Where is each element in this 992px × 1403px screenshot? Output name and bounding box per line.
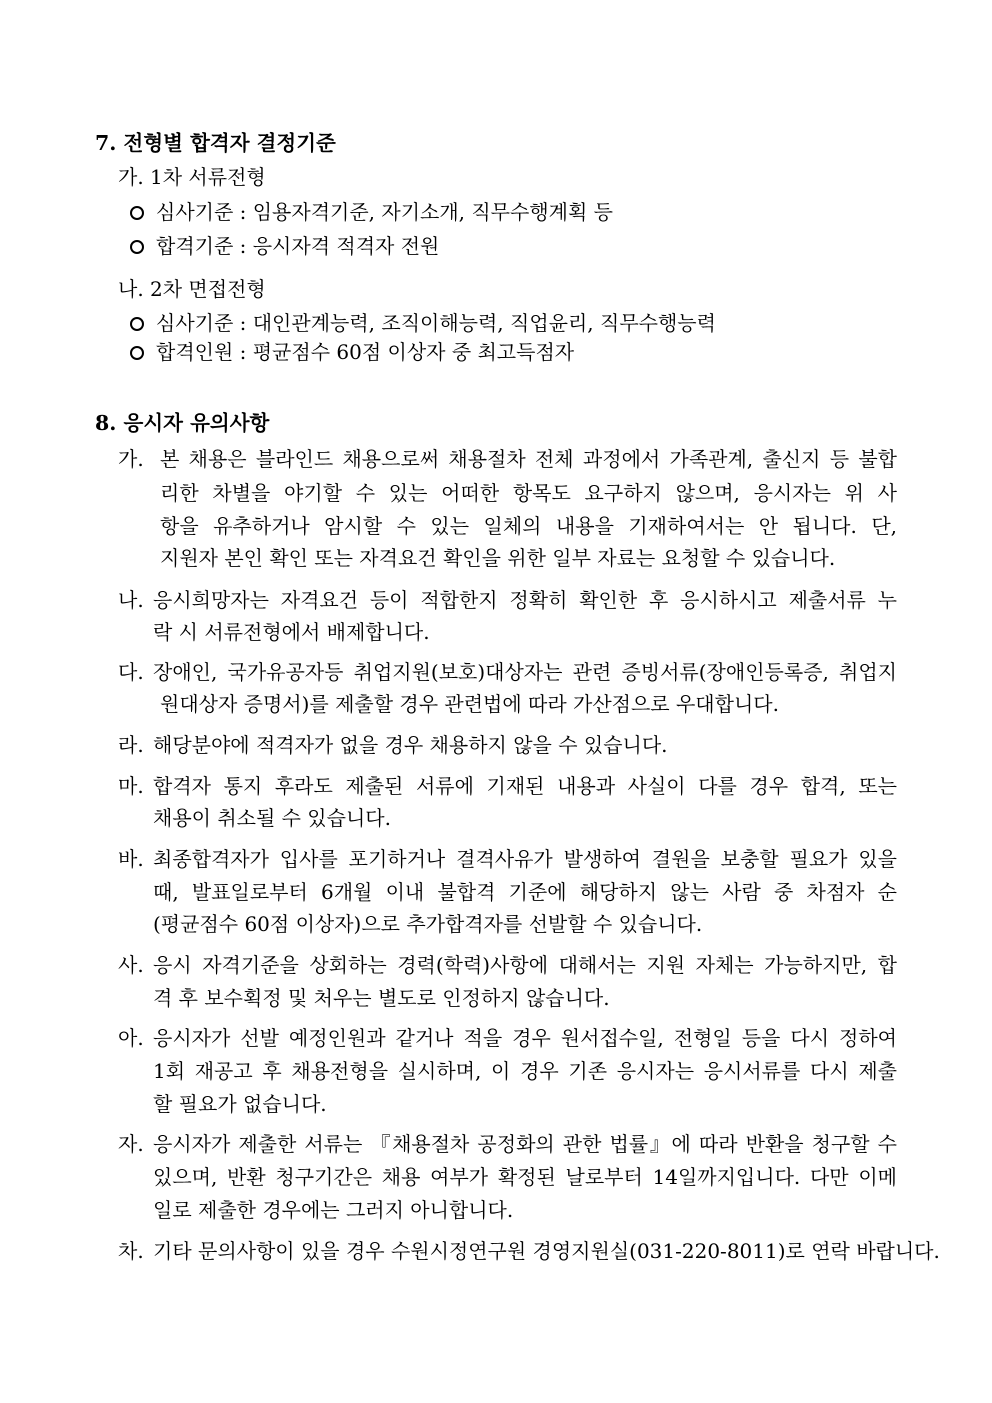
item-marker: 사. [118,953,144,977]
item-marker: 가. [118,447,144,471]
item-text-line: 1회 재공고 후 채용전형을 실시하며, 이 경우 기존 응시자는 응시서류를 다시 제출 [153,1059,897,1083]
item-marker: 다. [118,660,144,684]
item-marker: 바. [118,847,144,871]
section-7-na-bullet-1 [130,309,716,337]
bullet-text: 합격기준 : 응시자격 적격자 전원 [156,234,440,258]
item-text-line: 리한 차별을 야기할 수 있는 어떠한 항목도 요구하지 않으며, 응시자는 위 사 [160,481,897,505]
item-marker: 자. [118,1132,144,1156]
item-text-line: 때, 발표일로부터 6개월 이내 불합격 기준에 해당하지 않는 사람 중 차점자 순 [153,880,897,904]
item-text-line: (평균점수 60점 이상자)으로 추가합격자를 선발할 수 있습니다. [153,912,703,936]
item-marker: 아. [118,1026,144,1050]
item-text-line: 격 후 보수획정 및 처우는 별도로 인정하지 않습니다. [153,986,610,1010]
item-text-line: 최종합격자가 입사를 포기하거나 결격사유가 발생하여 결원을 보충할 필요가 있을 [153,847,897,871]
item-marker: 라. [118,733,144,757]
section-8-title: 8. 응시자 유의사항 [95,411,270,435]
hollow-circle-bullet-icon [130,346,144,360]
item-marker: 마. [118,774,144,798]
item-text-line: 응시자가 제출한 서류는 『채용절차 공정화의 관한 법률』에 따라 반환을 청구할 수 [153,1132,897,1156]
item-text-line: 채용이 취소될 수 있습니다. [153,806,391,830]
bullet-text: 합격인원 : 평균점수 60점 이상자 중 최고득점자 [156,340,575,364]
item-text-line: 있으며, 반환 청구기간은 채용 여부가 확정된 날로부터 14일까지입니다. 다만 이메 [153,1165,897,1189]
section-7-ga-bullet-1 [130,198,613,226]
section-7-title: 7. 전형별 합격자 결정기준 [95,131,336,155]
bullet-text: 심사기준 : 임용자격기준, 자기소개, 직무수행계획 등 [156,200,613,224]
item-text-line: 지원자 본인 확인 또는 자격요건 확인을 위한 일부 자료는 요청할 수 있습니다. [160,546,836,570]
item-text-line: 일로 제출한 경우에는 그러지 아니합니다. [153,1198,514,1222]
item-text-line: 합격자 통지 후라도 제출된 서류에 기재된 내용과 사실이 다를 경우 합격, 또는 [153,774,897,798]
item-text-line: 응시자가 선발 예정인원과 같거나 적을 경우 원서접수일, 전형일 등을 다시 정하여 [153,1026,897,1050]
item-text-line: 할 필요가 없습니다. [153,1092,327,1116]
item-text-line: 장애인, 국가유공자등 취업지원(보호)대상자는 관련 증빙서류(장애인등록증, 취업지 [153,660,897,684]
item-text-line: 항을 유추하거나 암시할 수 있는 일체의 내용을 기재하여서는 안 됩니다. 단, [160,514,897,538]
section-7-ga-bullet-2 [130,232,439,260]
item-text-line: 해당분야에 적격자가 없을 경우 채용하지 않을 수 있습니다. [153,733,668,757]
item-marker: 나. [118,588,144,612]
section-7-na-label: 나. 2차 면접전형 [118,277,266,301]
item-text-line: 기타 문의사항이 있을 경우 수원시정연구원 경영지원실(031-220-8011)로 연락 바랍니다. [153,1239,940,1263]
bullet-text: 심사기준 : 대인관계능력, 조직이해능력, 직업윤리, 직무수행능력 [156,311,716,335]
section-7-ga-label: 가. 1차 서류전형 [118,165,266,189]
hollow-circle-bullet-icon [130,240,144,254]
hollow-circle-bullet-icon [130,206,144,220]
item-text-line: 본 채용은 블라인드 채용으로써 채용절차 전체 과정에서 가족관계, 출신지 등 불합 [160,447,897,471]
item-text-line: 응시 자격기준을 상회하는 경력(학력)사항에 대해서는 지원 자체는 가능하지만, 합 [153,953,897,977]
item-text-line: 원대상자 증명서)를 제출할 경우 관련법에 따라 가산점으로 우대합니다. [160,692,779,716]
hollow-circle-bullet-icon [130,317,144,331]
item-marker: 차. [118,1239,144,1263]
item-text-line: 락 시 서류전형에서 배제합니다. [153,620,430,644]
section-7-na-bullet-2 [130,338,574,366]
item-text-line: 응시희망자는 자격요건 등이 적합한지 정확히 확인한 후 응시하시고 제출서류 누 [153,588,897,612]
